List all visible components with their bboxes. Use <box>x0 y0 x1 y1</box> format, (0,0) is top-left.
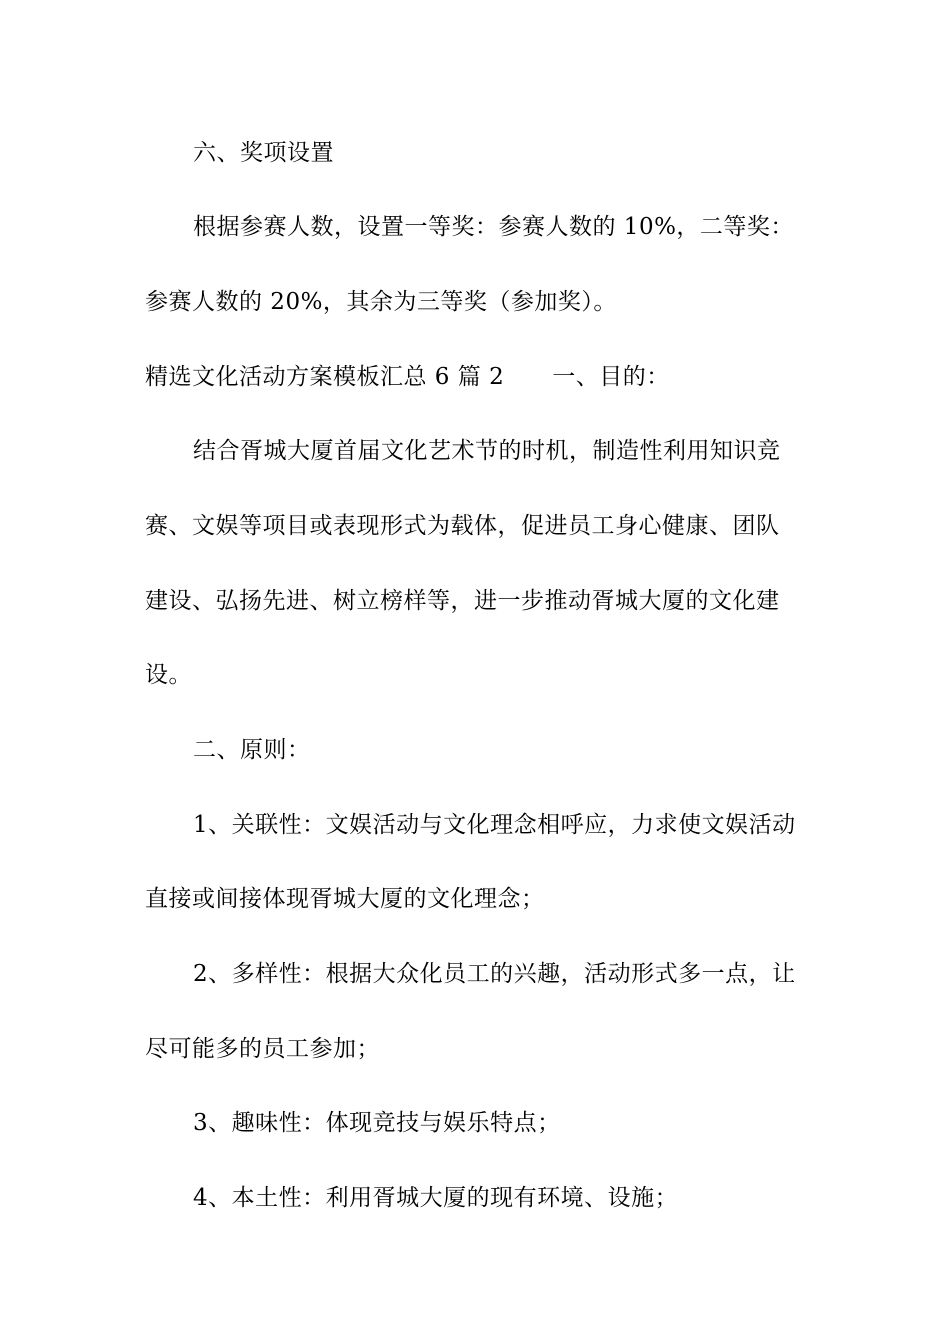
paragraph-line: 1、关联性：文娱活动与文化理念相呼应，力求使文娱活动 <box>193 812 796 838</box>
paragraph-line: 设。 <box>145 662 192 688</box>
section-heading-principles: 二、原则： <box>193 737 311 763</box>
paragraph-line: 直接或间接体现胥城大厦的文化理念； <box>145 886 545 912</box>
paragraph-line: 结合胥城大厦首届文化艺术节的时机，制造性利用知识竞 <box>193 438 781 464</box>
paragraph-line: 3、趣味性：体现竞技与娱乐特点； <box>193 1110 561 1136</box>
paragraph-line: 参赛人数的 20%，其余为三等奖（参加奖）。 <box>145 289 617 315</box>
section-heading-purpose: 一、目的： <box>552 364 670 390</box>
paragraph-line: 2、多样性：根据大众化员工的兴趣，活动形式多一点，让 <box>193 961 796 987</box>
paragraph-line: 4、本土性：利用胥城大厦的现有环境、设施； <box>193 1185 679 1211</box>
paragraph-line: 尽可能多的员工参加； <box>145 1036 380 1062</box>
paragraph-line: 根据参赛人数，设置一等奖：参赛人数的 10%，二等奖： <box>193 214 794 240</box>
paragraph-line: 赛、文娱等项目或表现形式为载体，促进员工身心健康、团队 <box>145 513 780 539</box>
document-title-line <box>145 362 815 392</box>
section-heading-awards: 六、奖项设置 <box>193 140 334 166</box>
paragraph-line: 建设、弘扬先进、树立榜样等，进一步推动胥城大厦的文化建 <box>145 588 780 614</box>
document-title: 精选文化活动方案模板汇总 6 篇 2 <box>145 364 505 390</box>
